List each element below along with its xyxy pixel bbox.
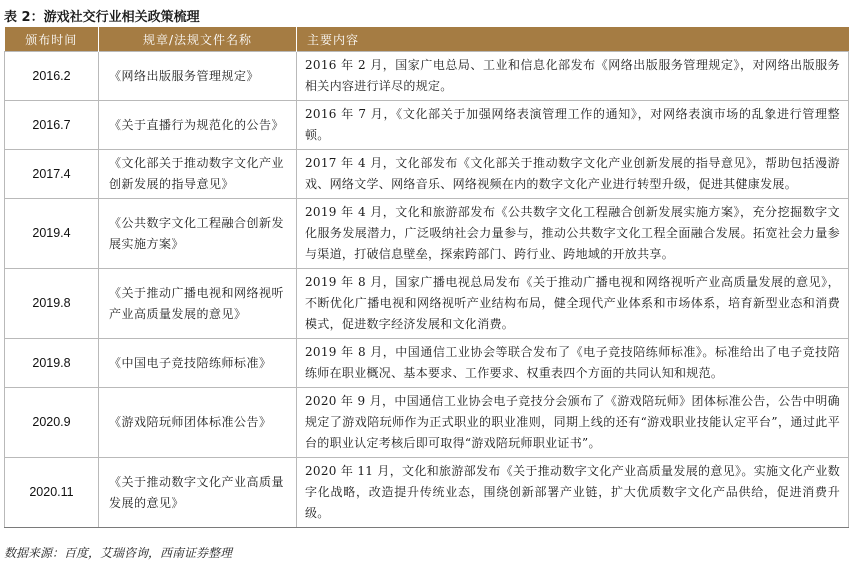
table-row: [5, 150, 849, 199]
row-date: 2019.8: [5, 339, 99, 388]
row-date: 2017.4: [5, 150, 99, 199]
table-row: [5, 199, 849, 269]
table-row: [5, 339, 849, 388]
row-document: 《文化部关于推动数字文化产业创新发展的指导意见》: [99, 150, 297, 199]
row-date: 2020.11: [5, 458, 99, 528]
row-date: 2016.2: [5, 52, 99, 101]
row-document: 《关于直播行为规范化的公告》: [99, 101, 297, 150]
table-row: [5, 101, 849, 150]
row-content: 2020 年 9 月，中国通信工业协会电子竞技分会颁布了《游戏陪玩师》团体标准公告，公告中明确规定了游戏陪玩师作为正式职业的职业准则，同期上线的还有“游戏职业技能认定平台”，通过此平台的职业认定考核后即可取得“游戏陪玩师职业证书”。: [297, 388, 849, 458]
row-date: 2016.7: [5, 101, 99, 150]
table-row: [5, 458, 849, 528]
row-content: 2019 年 8 月，中国通信工业协会等联合发布了《电子竞技陪练师标准》。标准给出了电子竞技陪练师在职业概况、基本要求、工作要求、权重表四个方面的共同认知和规范。: [297, 339, 849, 388]
policy-table: [4, 27, 849, 528]
row-date: 2019.8: [5, 269, 99, 339]
header-content: 主要内容: [297, 27, 849, 52]
row-document: 《关于推动广播电视和网络视听产业高质量发展的意见》: [99, 269, 297, 339]
row-document: 《公共数字文化工程融合创新发展实施方案》: [99, 199, 297, 269]
header-date: 颁布时间: [5, 27, 99, 52]
row-content: 2016 年 2 月，国家广电总局、工业和信息化部发布《网络出版服务管理规定》，对网络出版服务相关内容进行详尽的规定。: [297, 52, 849, 101]
table-row: [5, 52, 849, 101]
row-content: 2016 年 7 月，《文化部关于加强网络表演管理工作的通知》，对网络表演市场的乱象进行管理整顿。: [297, 101, 849, 150]
table-title: 表 2：游戏社交行业相关政策梳理: [4, 10, 200, 25]
row-date: 2019.4: [5, 199, 99, 269]
row-date: 2020.9: [5, 388, 99, 458]
row-document: 《网络出版服务管理规定》: [99, 52, 297, 101]
row-document: 《游戏陪玩师团体标准公告》: [99, 388, 297, 458]
row-document: 《中国电子竞技陪练师标准》: [99, 339, 297, 388]
table-row: [5, 388, 849, 458]
header-document: 规章/法规文件名称: [99, 27, 297, 52]
data-source-note: 数据来源：百度，艾瑞咨询，西南证券整理: [4, 546, 233, 560]
row-document: 《关于推动数字文化产业高质量发展的意见》: [99, 458, 297, 528]
table-header-row: [5, 27, 849, 52]
row-content: 2020 年 11 月，文化和旅游部发布《关于推动数字文化产业高质量发展的意见》。实施文化产业数字化战略，改造提升传统业态，围绕创新部署产业链，扩大优质数字文化产品供给，促进消费升级。: [297, 458, 849, 528]
row-content: 2017 年 4 月，文化部发布《文化部关于推动数字文化产业创新发展的指导意见》，帮助包括漫游戏、网络文学、网络音乐、网络视频在内的数字文化产业进行转型升级，促进其健康发展。: [297, 150, 849, 199]
row-content: 2019 年 4 月，文化和旅游部发布《公共数字文化工程融合创新发展实施方案》，充分挖掘数字文化服务发展潜力，广泛吸纳社会力量参与，推动公共数字文化工程全面融合发展。拓宽社会力量参与渠道，打破信息壁垒，探索跨部门、跨行业、跨地域的开放共享。: [297, 199, 849, 269]
table-row: [5, 269, 849, 339]
row-content: 2019 年 8 月，国家广播电视总局发布《关于推动广播电视和网络视听产业高质量发展的意见》，不断优化广播电视和网络视听产业结构布局，健全现代产业体系和市场体系，培育新型业态和消费模式，促进数字经济发展和文化消费。: [297, 269, 849, 339]
